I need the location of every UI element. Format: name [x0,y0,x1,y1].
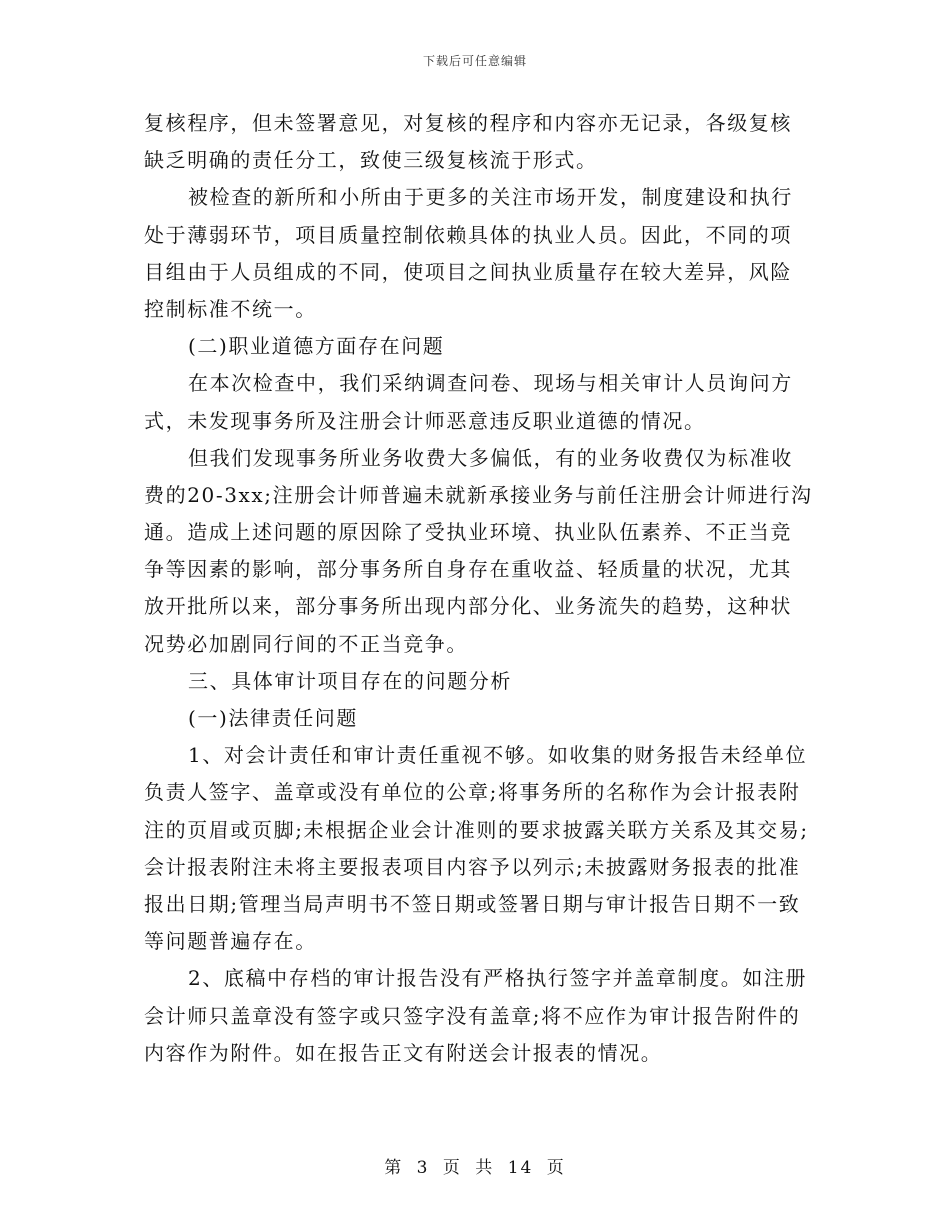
text-line: 争等因素的影响，部分事务所自身存在重收益、轻质量的状况，尤其 [144,557,792,582]
text-line: 注的页眉或页脚;未根据企业会计准则的要求披露关联方关系及其交易; [144,817,809,842]
text-line: 处于薄弱环节，项目质量控制依赖具体的执业人员。因此，不同的项 [144,222,792,247]
page-footer: 第 3 页 共 14 页 [384,1158,566,1178]
section-heading: (二)职业道德方面存在问题 [188,334,445,359]
paragraph-start: 在本次检查中，我们采纳调查问卷、现场与相关审计人员询问方 [188,371,793,396]
text-line: 通。造成上述问题的原因除了受执业环境、执业队伍素养、不正当竞 [144,520,792,545]
section-heading: (一)法律责任问题 [188,706,359,730]
page-header: 下载后可任意编辑 [422,54,527,68]
text-line: 况势必加剧同行间的不正当竞争。 [144,631,468,656]
paragraph-start: 1、对会计责任和审计责任重视不够。如收集的财务报告未经单位 [188,743,808,768]
text-line: 复核程序，但未签署意见，对复核的程序和内容亦无记录，各级复核 [144,111,792,135]
text-line: 式，未发现事务所及注册会计师恶意违反职业道德的情况。 [144,408,706,433]
text-line: 会计报表附注未将主要报表项目内容予以列示;未披露财务报表的批准 [144,854,801,879]
text-line: 负责人签字、盖章或没有单位的公章;将事务所的名称作为会计报表附 [144,780,801,805]
text-line: 内容作为附件。如在报告正文有附送会计报表的情况。 [144,1040,663,1065]
text-line: 缺乏明确的责任分工，致使三级复核流于形式。 [144,148,598,173]
text-line: 放开批所以来，部分事务所出现内部分化、业务流失的趋势，这种状 [144,594,792,619]
text-line: 目组由于人员组成的不同，使项目之间执业质量存在较大差异，风险 [144,259,792,284]
text-line: 费的20-3xx;注册会计师普遍未就新承接业务与前任注册会计师进行沟 [144,482,813,507]
paragraph-start: 但我们发现事务所业务收费大多偏低，有的业务收费仅为标准收 [188,445,793,470]
paragraph-start: 2、底稿中存档的审计报告没有严格执行签字并盖章制度。如注册 [188,966,808,991]
text-line: 报出日期;管理当局声明书不签日期或签署日期与审计报告日期不一致 [144,891,801,916]
text-line: 会计师只盖章没有签字或只签字没有盖章;将不应作为审计报告附件的 [144,1003,801,1028]
text-line: 等问题普遍存在。 [144,929,317,954]
section-heading: 三、具体审计项目存在的问题分析 [188,668,512,693]
document-body [144,105,813,1072]
paragraph-start: 被检查的新所和小所由于更多的关注市场开发，制度建设和执行 [188,185,793,210]
text-line: 控制标准不统一。 [144,296,317,321]
